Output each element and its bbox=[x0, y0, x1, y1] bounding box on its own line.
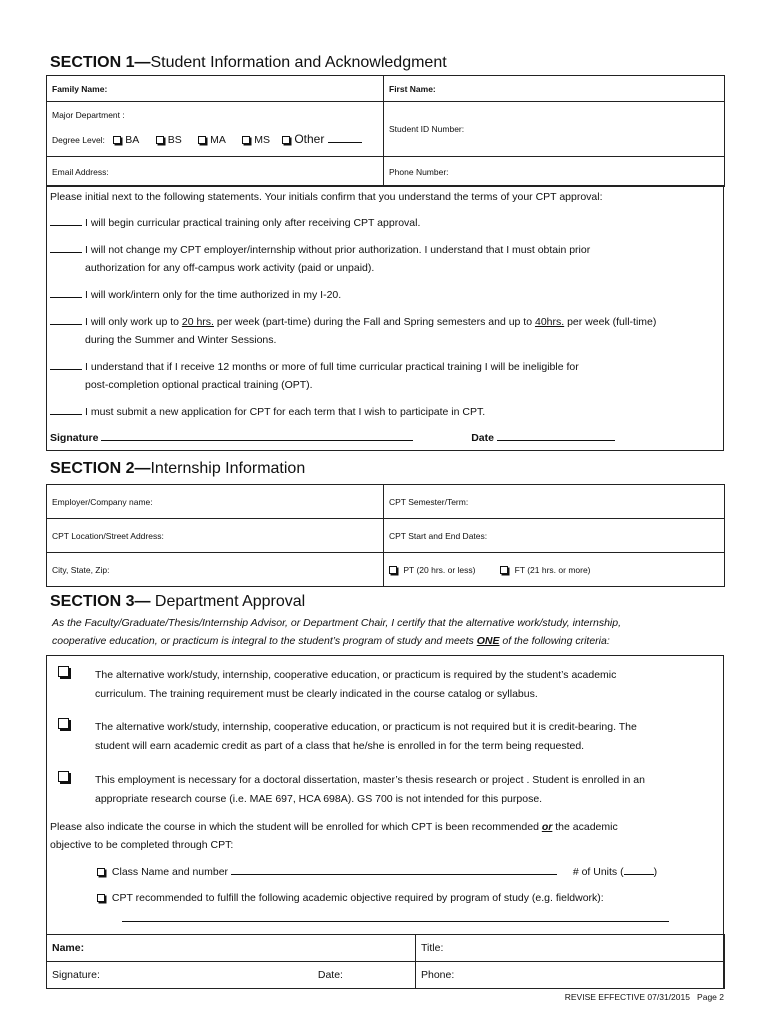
work-type-cell bbox=[384, 553, 725, 587]
checkbox-icon[interactable] bbox=[156, 136, 164, 144]
acknowledgment-intro: Please initial next to the following statements. Your initials confirm that you understand the terms of your CPT approval: bbox=[50, 191, 603, 203]
statement-2: I will not change my CPT employer/internship without prior authorization. I understand that I must obtain prior authorization for any off-campus work activity (paid or unpaid). bbox=[50, 241, 590, 277]
other-blank[interactable] bbox=[328, 132, 362, 143]
approver-title-field[interactable]: Title: bbox=[416, 935, 725, 962]
student-signature-row: Signature Date bbox=[50, 429, 615, 447]
approver-signature-field[interactable]: Signature: Date: bbox=[47, 962, 416, 989]
approval-intro-line1: As the Faculty/Graduate/Thesis/Internship Advisor, or Department Chair, I certify that the alternative work/study, internship, bbox=[52, 617, 622, 629]
criteria-3: This employment is necessary for a doctoral dissertation, master’s thesis research or project . Student is enrolled in an appropriate research course (i.e. MAE 697, HCA 698A). GS 700 is not intended for this purpose. bbox=[95, 774, 645, 805]
date-line[interactable] bbox=[497, 430, 615, 441]
pt-option[interactable]: PT (20 hrs. or less) bbox=[389, 565, 476, 575]
statement-6: I must submit a new application for CPT for each term that I wish to participate in CPT. bbox=[50, 403, 485, 421]
approver-table bbox=[46, 934, 725, 989]
checkbox-icon[interactable] bbox=[97, 868, 105, 876]
internship-info-table bbox=[46, 484, 725, 587]
criteria-3-checkbox-icon[interactable] bbox=[58, 771, 69, 782]
checkbox-icon[interactable] bbox=[198, 136, 206, 144]
approver-phone-field[interactable]: Phone: bbox=[416, 962, 725, 989]
initial-blank[interactable] bbox=[50, 403, 82, 415]
first-name-field[interactable]: First Name: bbox=[384, 76, 725, 102]
signature-line[interactable] bbox=[101, 430, 413, 441]
also-indicate-line1: Please also indicate the course in which the student will be enrolled for which CPT is been recommended or the academic bbox=[50, 821, 618, 833]
major-department-field[interactable]: Major Department : bbox=[52, 110, 125, 120]
criteria-1-checkbox-icon[interactable] bbox=[58, 666, 69, 677]
employer-field[interactable]: Employer/Company name: bbox=[47, 485, 384, 519]
approval-intro-line2: cooperative education, or practicum is integral to the student’s program of study and meets ONE of the following criteria: bbox=[52, 635, 610, 647]
email-field[interactable]: Email Address: bbox=[47, 157, 384, 187]
degree-bs[interactable]: BS bbox=[156, 134, 182, 146]
student-info-table bbox=[46, 75, 725, 187]
degree-other[interactable]: Other bbox=[282, 132, 361, 146]
degree-level-row: Degree Level: BA BS MA MS Other bbox=[52, 132, 362, 146]
criteria-2-checkbox-icon[interactable] bbox=[58, 718, 69, 729]
phone-field[interactable]: Phone Number: bbox=[384, 157, 725, 187]
checkbox-icon[interactable] bbox=[282, 136, 290, 144]
units-line[interactable] bbox=[624, 864, 654, 875]
statement-5: I understand that if I receive 12 months or more of full time curricular practical training I will be ineligible for post-completion optional practical training (OPT). bbox=[50, 358, 579, 394]
initial-blank[interactable] bbox=[50, 358, 82, 370]
initial-blank[interactable] bbox=[50, 214, 82, 226]
initial-blank[interactable] bbox=[50, 286, 82, 298]
section1-heading: SECTION 1—Student Information and Acknowledgment bbox=[50, 54, 447, 71]
checkbox-icon[interactable] bbox=[97, 894, 105, 902]
degree-ms[interactable]: MS bbox=[242, 134, 270, 146]
checkbox-icon[interactable] bbox=[113, 136, 121, 144]
semester-field[interactable]: CPT Semester/Term: bbox=[384, 485, 725, 519]
class-name-row: Class Name and number # of Units ( ) bbox=[97, 863, 657, 881]
statement-1: I will begin curricular practical training only after receiving CPT approval. bbox=[50, 214, 420, 232]
ft-option[interactable]: FT (21 hrs. or more) bbox=[500, 565, 590, 575]
checkbox-icon[interactable] bbox=[242, 136, 250, 144]
degree-ba[interactable]: BA bbox=[113, 134, 139, 146]
criteria-1: The alternative work/study, internship, cooperative education, or practicum is required by the student’s academic curriculum. The training requirement must be clearly indicated in the course catalog or syllabus. bbox=[95, 669, 617, 700]
also-indicate-line2: objective to be completed through CPT: bbox=[50, 839, 234, 851]
checkbox-icon[interactable] bbox=[500, 566, 508, 574]
major-degree-cell bbox=[47, 102, 384, 157]
student-id-field[interactable]: Student ID Number: bbox=[384, 102, 725, 157]
statement-3: I will work/intern only for the time authorized in my I-20. bbox=[50, 286, 341, 304]
approver-name-field[interactable]: Name: bbox=[47, 935, 416, 962]
page-footer: REVISE EFFECTIVE 07/31/2015 Page 2 bbox=[564, 992, 724, 1002]
approver-date-field[interactable]: Date: bbox=[317, 969, 343, 981]
section2-heading: SECTION 2—Internship Information bbox=[50, 460, 306, 477]
checkbox-icon[interactable] bbox=[389, 566, 397, 574]
family-name-field[interactable]: Family Name: bbox=[47, 76, 384, 102]
location-field[interactable]: CPT Location/Street Address: bbox=[47, 519, 384, 553]
degree-ma[interactable]: MA bbox=[198, 134, 226, 146]
criteria-2: The alternative work/study, internship, cooperative education, or practicum is not required but it is credit-bearing. The student will earn academic credit as part of a class that he/she is enrolled in for the term being requested. bbox=[95, 721, 637, 752]
statement-4: I will only work up to 20 hrs. per week (part-time) during the Fall and Spring semesters and up to 40hrs. per week (full-time) during the Summer and Winter Sessions. bbox=[50, 313, 656, 349]
initial-blank[interactable] bbox=[50, 313, 82, 325]
cpt-recommended-row: CPT recommended to fulfill the following academic objective required by program of study (e.g. fieldwork): bbox=[97, 889, 604, 907]
section3-heading: SECTION 3— Department Approval bbox=[50, 593, 306, 610]
city-field[interactable]: City, State, Zip: bbox=[47, 553, 384, 587]
academic-objective-line[interactable] bbox=[122, 921, 669, 922]
initial-blank[interactable] bbox=[50, 241, 82, 253]
class-name-line[interactable] bbox=[231, 864, 557, 875]
dates-field[interactable]: CPT Start and End Dates: bbox=[384, 519, 725, 553]
